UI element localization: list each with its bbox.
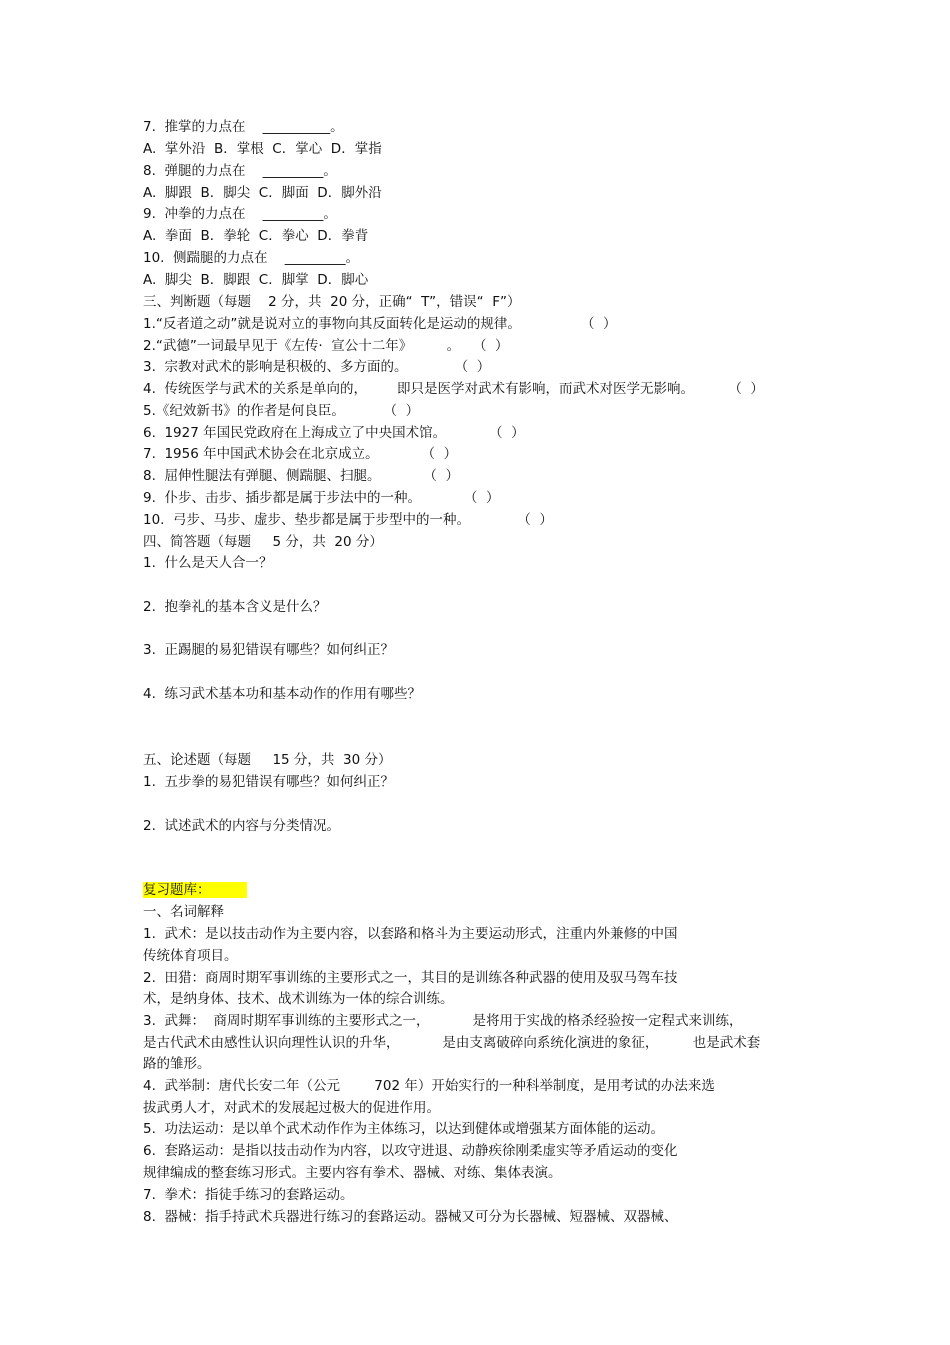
term-3-line-2: 是古代武术由感性认识向理性认识的升华， 是由支离破碎向系统化演进的象征， 也是武术套 (143, 1035, 761, 1051)
term-5: 5. 功法运动：是以单个武术动作作为主体练习，以达到健体或增强某方面体能的运动。 (143, 1121, 664, 1137)
question-7: 7. 推掌的力点在 __________。 (143, 119, 344, 135)
term-4-line-1: 4. 武举制：唐代长安二年（公元 702 年）开始实行的一种科举制度，是用考试的办法来选 (143, 1078, 715, 1094)
section-heading-short-answer: 四、简答题（每题 5 分，共 20 分） (143, 534, 383, 550)
term-1-line-1: 1. 武术：是以技击动作为主要内容，以套路和格斗为主要运动形式，注重内外兼修的中国 (143, 926, 678, 942)
question-10: 10. 侧踹腿的力点在 _________。 (143, 250, 359, 266)
term-1-line-2: 传统体育项目。 (143, 948, 238, 964)
term-7: 7. 拳术：指徒手练习的套路运动。 (143, 1187, 354, 1203)
review-bank-highlight: 复习题库： (143, 882, 247, 898)
term-6-line-2: 规律编成的整套练习形式。主要内容有拳术、器械、对练、集体表演。 (143, 1165, 562, 1181)
short-answer-2: 2. 抱拳礼的基本含义是什么？ (143, 599, 327, 615)
question-10-options: A. 脚尖 B．脚跟 C．脚掌 D．脚心 (143, 272, 369, 288)
judgment-item-1: 1.“反者道之动”就是说对立的事物向其反面转化是运动的规律。 （ ） (143, 316, 617, 332)
judgment-item-4: 4. 传统医学与武术的关系是单向的， 即只是医学对武术有影响，而武术对医学无影响。 （ ） (143, 381, 764, 397)
term-3-line-1: 3. 武舞： 商周时期军事训练的主要形式之一， 是将用于实战的格杀经验按一定程式来训练， (143, 1013, 743, 1029)
question-9: 9. 冲拳的力点在 _________。 (143, 206, 337, 222)
term-4-line-2: 拔武勇人才，对武术的发展起过极大的促进作用。 (143, 1100, 440, 1116)
section-heading-judgment: 三、判断题（每题 2 分，共 20 分，正确“ T”，错误“ F”） (143, 294, 521, 310)
short-answer-3: 3. 正踢腿的易犯错误有哪些？如何纠正？ (143, 642, 394, 658)
term-8-line-1: 8. 器械：指手持武术兵器进行练习的套路运动。器械又可分为长器械、短器械、双器械、 (143, 1209, 678, 1225)
essay-1: 1. 五步拳的易犯错误有哪些？如何纠正？ (143, 774, 394, 790)
short-answer-4: 4. 练习武术基本功和基本动作的作用有哪些？ (143, 686, 421, 702)
judgment-item-6: 6. 1927 年国民党政府在上海成立了中央国术馆。 （ ） (143, 425, 525, 441)
question-8: 8. 弹腿的力点在 _________。 (143, 163, 337, 179)
short-answer-1: 1. 什么是天人合一？ (143, 555, 273, 571)
term-6-line-1: 6. 套路运动：是指以技击动作为内容，以攻守进退、动静疾徐刚柔虚实等矛盾运动的变化 (143, 1143, 678, 1159)
review-bank-heading (143, 881, 247, 899)
judgment-item-7: 7. 1956 年中国武术协会在北京成立。 （ ） (143, 446, 458, 462)
question-9-options: A. 拳面 B．拳轮 C．拳心 D．拳背 (143, 228, 369, 244)
term-2-line-2: 术，是纳身体、技术、战术训练为一体的综合训练。 (143, 991, 454, 1007)
judgment-item-2: 2.“武德”一词最早见于《左传· 宣公十二年》 。 （ ） (143, 338, 509, 354)
question-8-options: A. 脚跟 B．脚尖 C．脚面 D．脚外沿 (143, 185, 382, 201)
judgment-item-3: 3. 宗教对武术的影响是积极的、多方面的。 （ ） (143, 359, 491, 375)
section-heading-terms: 一、名词解释 (143, 904, 224, 920)
judgment-item-9: 9. 仆步、击步、插步都是属于步法中的一种。 （ ） (143, 490, 500, 506)
judgment-item-8: 8. 屈伸性腿法有弹腿、侧踹腿、扫腿。 （ ） (143, 468, 459, 484)
essay-2: 2. 试述武术的内容与分类情况。 (143, 818, 340, 834)
term-2-line-1: 2. 田猎：商周时期军事训练的主要形式之一，其目的是训练各种武器的使用及驭马驾车技 (143, 970, 678, 986)
question-7-options: A. 掌外沿 B．掌根 C．掌心 D．掌指 (143, 141, 382, 157)
term-3-line-3: 路的雏形。 (143, 1056, 211, 1072)
judgment-item-10: 10. 弓步、马步、虚步、垫步都是属于步型中的一种。 （ ） (143, 512, 553, 528)
judgment-item-5: 5.《纪效新书》的作者是何良臣。 （ ） (143, 403, 420, 419)
section-heading-essay: 五、论述题（每题 15 分，共 30 分） (143, 752, 392, 768)
